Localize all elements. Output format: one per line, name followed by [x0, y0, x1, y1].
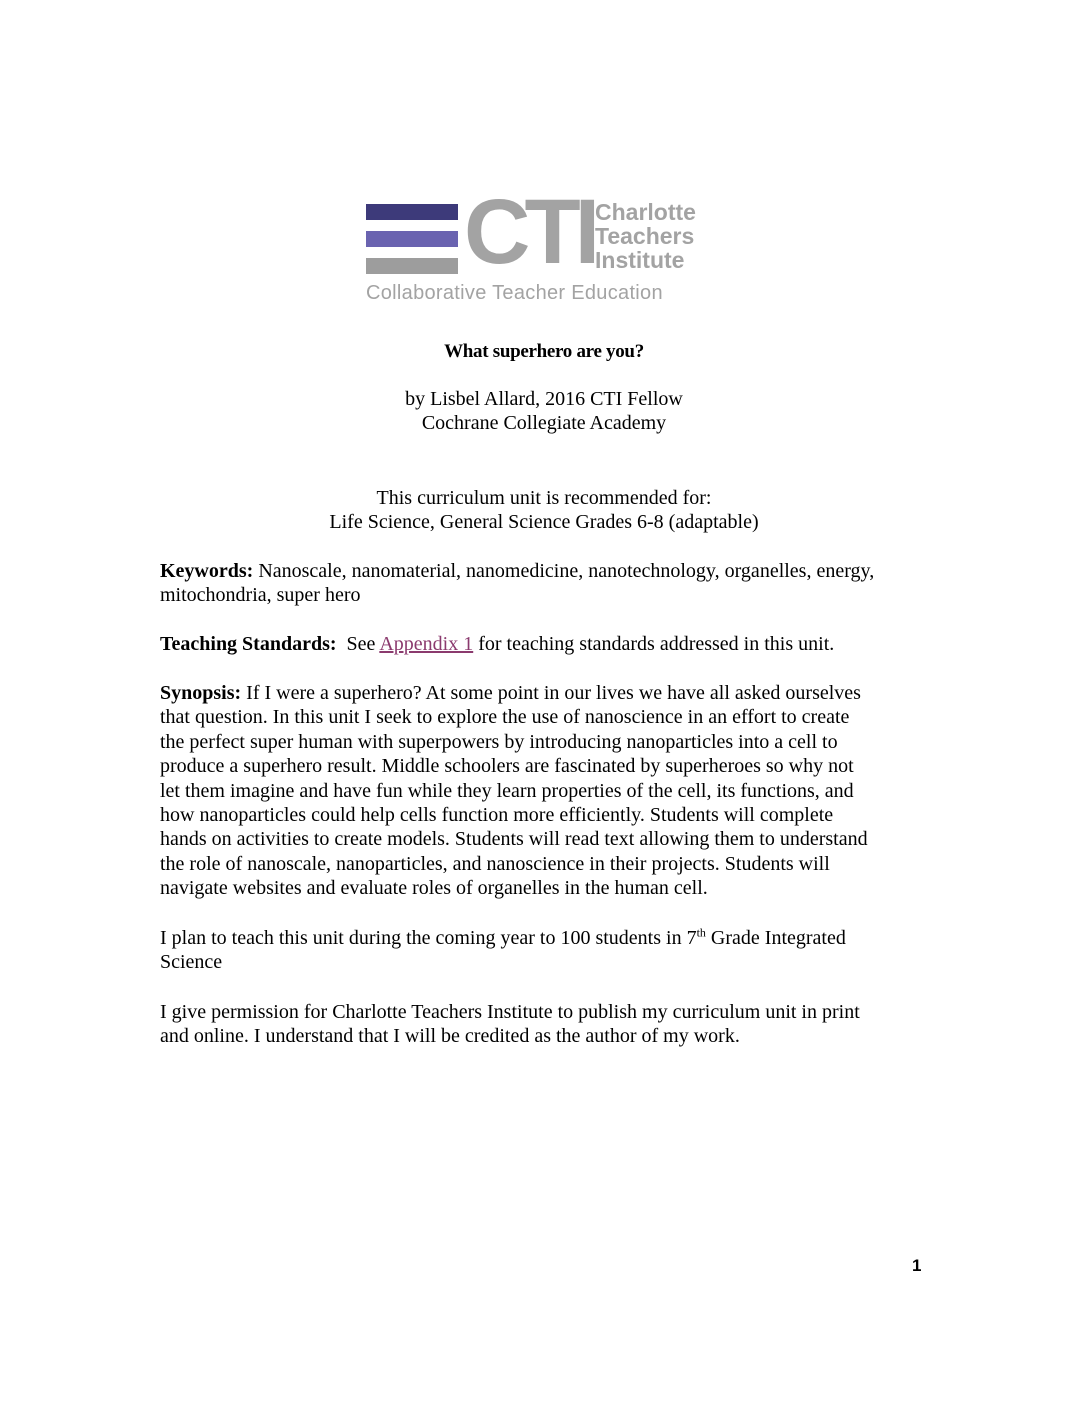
standards-paragraph — [160, 632, 950, 656]
permission-paragraph — [160, 1000, 950, 1049]
recommendation-block — [160, 486, 928, 534]
standards-after: for teaching standards addressed in this unit. — [473, 633, 835, 655]
logo-stripes-icon — [366, 204, 458, 274]
synopsis-line: produce a superhero result. Middle schoolers are fascinated by superheroes so why not — [160, 755, 854, 778]
synopsis-line: how nanoparticles could help cells function more efficiently. Students will complete — [160, 804, 834, 827]
synopsis-line: hands on activities to create models. Students will read text allowing them to understand — [160, 828, 868, 851]
keywords-paragraph — [160, 559, 950, 608]
appendix-1-link[interactable]: Appendix 1 — [379, 633, 474, 655]
synopsis-label: Synopsis: — [160, 682, 242, 704]
recommendation-intro: This curriculum unit is recommended for: — [376, 487, 712, 509]
logo-name — [595, 200, 696, 272]
author-block — [160, 387, 928, 435]
logo-name-line: Charlotte — [595, 199, 696, 225]
standards-label: Teaching Standards: — [160, 633, 337, 655]
keywords-text: Nanoscale, nanomaterial, nanomedicine, nanotechnology, organelles, energy, — [253, 560, 875, 582]
synopsis-paragraph — [160, 681, 950, 901]
plan-line: Science — [160, 951, 223, 974]
synopsis-text: If I were a superhero? At some point in our lives we have all asked ourselves — [241, 682, 861, 704]
plan-text: I plan to teach this unit during the coming year to 100 students in 7 — [160, 927, 697, 949]
recommendation-grades: Life Science, General Science Grades 6-8 (adaptable) — [329, 511, 759, 533]
plan-ordinal: th — [696, 925, 706, 940]
author-line: by Lisbel Allard, 2016 CTI Fellow — [405, 388, 683, 410]
synopsis-line: let them imagine and have fun while they learn properties of the cell, its functions, and — [160, 779, 854, 802]
standards-before: See — [336, 633, 380, 655]
logo-tagline: Collaborative Teacher Education — [366, 282, 663, 304]
keywords-label: Keywords: — [160, 560, 254, 582]
permission-line: and online. I understand that I will be credited as the author of my work. — [160, 1025, 740, 1048]
document-title: What superhero are you? — [444, 341, 644, 362]
synopsis-line: the role of nanoscale, nanoparticles, and nanoscience in their projects. Students will — [160, 852, 830, 875]
logo-name-line: Teachers — [595, 223, 695, 249]
plan-paragraph — [160, 926, 950, 975]
logo-mark: CTI — [464, 181, 595, 283]
keywords-line — [160, 559, 950, 583]
logo-name-line: Institute — [595, 247, 685, 273]
synopsis-line: that question. In this unit I seek to explore the use of nanoscience in an effort to create — [160, 706, 850, 729]
standards-line — [160, 632, 950, 656]
synopsis-line — [160, 681, 950, 705]
logo-stripe-gray — [366, 258, 458, 274]
page-number: 1 — [912, 1256, 922, 1275]
plan-text-end: Grade Integrated — [705, 927, 846, 949]
logo-stripe-dark — [366, 204, 458, 220]
cti-logo — [366, 181, 726, 306]
synopsis-line: the perfect super human with superpowers by introducing nanoparticles into a cell to — [160, 730, 838, 753]
synopsis-line: navigate websites and evaluate roles of organelles in the human cell. — [160, 877, 708, 900]
logo-stripe-mid — [366, 231, 458, 247]
school-line: Cochrane Collegiate Academy — [421, 412, 667, 434]
keywords-line: mitochondria, super hero — [160, 584, 361, 607]
permission-line: I give permission for Charlotte Teachers Institute to publish my curriculum unit in print — [160, 1001, 860, 1023]
plan-line — [160, 926, 950, 950]
